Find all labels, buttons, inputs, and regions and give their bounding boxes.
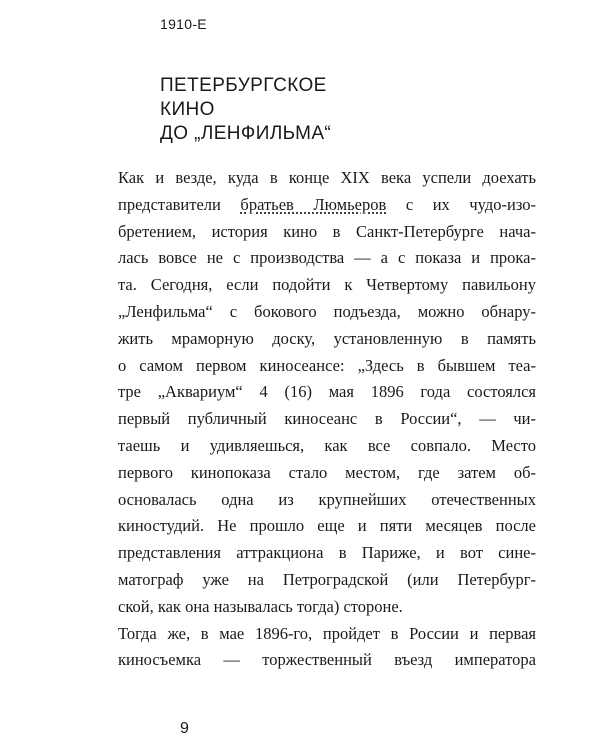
text-line: „Ленфильма“ с бокового подъезда, можно обнару-: [118, 301, 536, 321]
text-line: Тогда же, в мае 1896-го, пройдет в России и первая: [118, 623, 536, 643]
chapter-title-line: ДО „ЛЕНФИЛЬМА“: [160, 123, 332, 144]
page-number: 9: [180, 720, 189, 737]
chapter-title-line: ПЕТЕРБУРГСКОЕ: [160, 75, 327, 96]
text-line: та. Сегодня, если подойти к Четвертому павильону: [118, 275, 536, 295]
text-line: первый публичный киносеанс в России“, — чи-: [118, 409, 536, 429]
text-segment: с их чудо-изо-: [386, 194, 536, 214]
text-line: таешь и удивляешься, как все совпало. Место: [118, 435, 536, 455]
text-line: о самом первом киносеансе: „Здесь в бывшем теа-: [118, 355, 536, 375]
text-line: основалась одна из крупнейших отечественных: [118, 489, 536, 509]
text-line: жить мраморную доску, установленную в память: [118, 328, 536, 348]
running-head: 1910-Е: [160, 16, 207, 32]
text-line: тре „Аквариум“ 4 (16) мая 1896 года состоялся: [118, 382, 536, 402]
text-line: матограф уже на Петроградской (или Петербург-: [118, 569, 536, 589]
text-line: Как и везде, куда в конце XIX века успели доехать: [118, 168, 536, 187]
text-line: ской, как она называлась тогда) стороне.: [118, 596, 403, 616]
text-line: лась вовсе не с производства — а с показа и прока-: [118, 248, 536, 268]
text-line: [118, 192, 536, 219]
text-line: бретением, история кино в Санкт-Петербурге нача-: [118, 221, 536, 241]
chapter-title: [160, 74, 331, 146]
text-line: киностудий. Не прошло еще и пяти месяцев после: [118, 516, 536, 536]
text-line: первого кинопоказа стало местом, где затем об-: [118, 462, 536, 482]
lumiere-brothers-link[interactable]: братьев Люмьеров: [240, 194, 387, 214]
text-line: киносъемка — торжественный въезд императора: [118, 650, 536, 670]
body-text: [118, 165, 536, 674]
text-line: представления аттракциона в Париже, и вот сине-: [118, 543, 536, 563]
text-segment: представители: [118, 194, 241, 214]
chapter-title-line: КИНО: [160, 99, 215, 120]
